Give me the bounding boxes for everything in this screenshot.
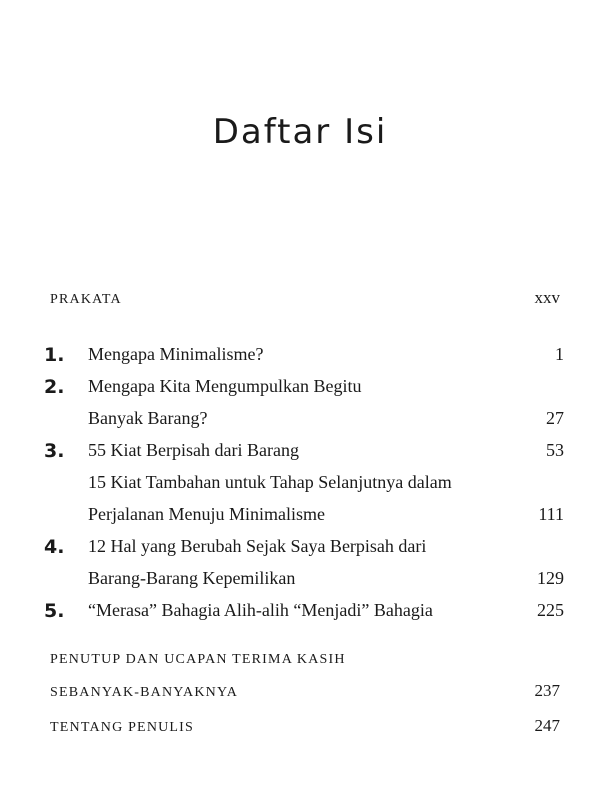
toc-entry-chapter-4[interactable]: [44, 536, 564, 600]
chapter-title-cont: Perjalanan Menuju Minimalisme: [88, 504, 325, 524]
chapter-title: Mengapa Kita Mengumpulkan Begitu: [88, 376, 362, 396]
author-label: TENTANG PENULIS: [50, 720, 195, 735]
chapter-number: 5.: [44, 600, 65, 622]
chapter-number: 2.: [44, 376, 65, 398]
author-page: 247: [534, 716, 560, 735]
toc-entry-chapter-2[interactable]: [44, 376, 564, 440]
toc-entry-chapter-1[interactable]: [44, 344, 564, 376]
chapter-title-cont: Banyak Barang?: [88, 408, 208, 428]
preface-page: xxv: [534, 288, 560, 307]
toc-entry-preface[interactable]: [50, 288, 560, 317]
chapter-list: [44, 344, 564, 632]
chapter-title: 12 Hal yang Berubah Sejak Saya Berpisah dari: [88, 536, 427, 556]
chapter-number: 3.: [44, 440, 65, 462]
chapter-page: 53: [546, 440, 564, 460]
toc-entry-chapter-5[interactable]: [44, 600, 564, 632]
chapter-page: 129: [537, 568, 564, 588]
toc-entry-chapter-3[interactable]: [44, 440, 564, 472]
chapter-page: 225: [537, 600, 564, 620]
chapter-number: 4.: [44, 536, 65, 558]
closing-label: PENUTUP DAN UCAPAN TERIMA KASIH: [50, 652, 346, 667]
chapter-page: 27: [546, 408, 564, 428]
chapter-title: 15 Kiat Tambahan untuk Tahap Selanjutnya dalam: [88, 472, 452, 492]
toc-entry-bonus-tips[interactable]: [44, 472, 564, 536]
page-title: Daftar Isi: [212, 112, 388, 152]
toc-entry-author[interactable]: [50, 716, 560, 745]
toc-entry-closing[interactable]: [50, 652, 560, 710]
chapter-title: Mengapa Minimalisme?: [88, 344, 264, 364]
chapter-page: 111: [538, 504, 564, 524]
closing-page: 237: [534, 681, 560, 700]
closing-label-cont: SEBANYAK-BANYAKNYA: [50, 685, 239, 700]
chapter-page: 1: [555, 344, 564, 364]
chapter-title: 55 Kiat Berpisah dari Barang: [88, 440, 299, 460]
chapter-title: “Merasa” Bahagia Alih-alih “Menjadi” Bahagia: [88, 600, 433, 620]
chapter-title-cont: Barang-Barang Kepemilikan: [88, 568, 296, 588]
preface-label: PRAKATA: [50, 292, 122, 307]
chapter-number: 1.: [44, 344, 65, 366]
